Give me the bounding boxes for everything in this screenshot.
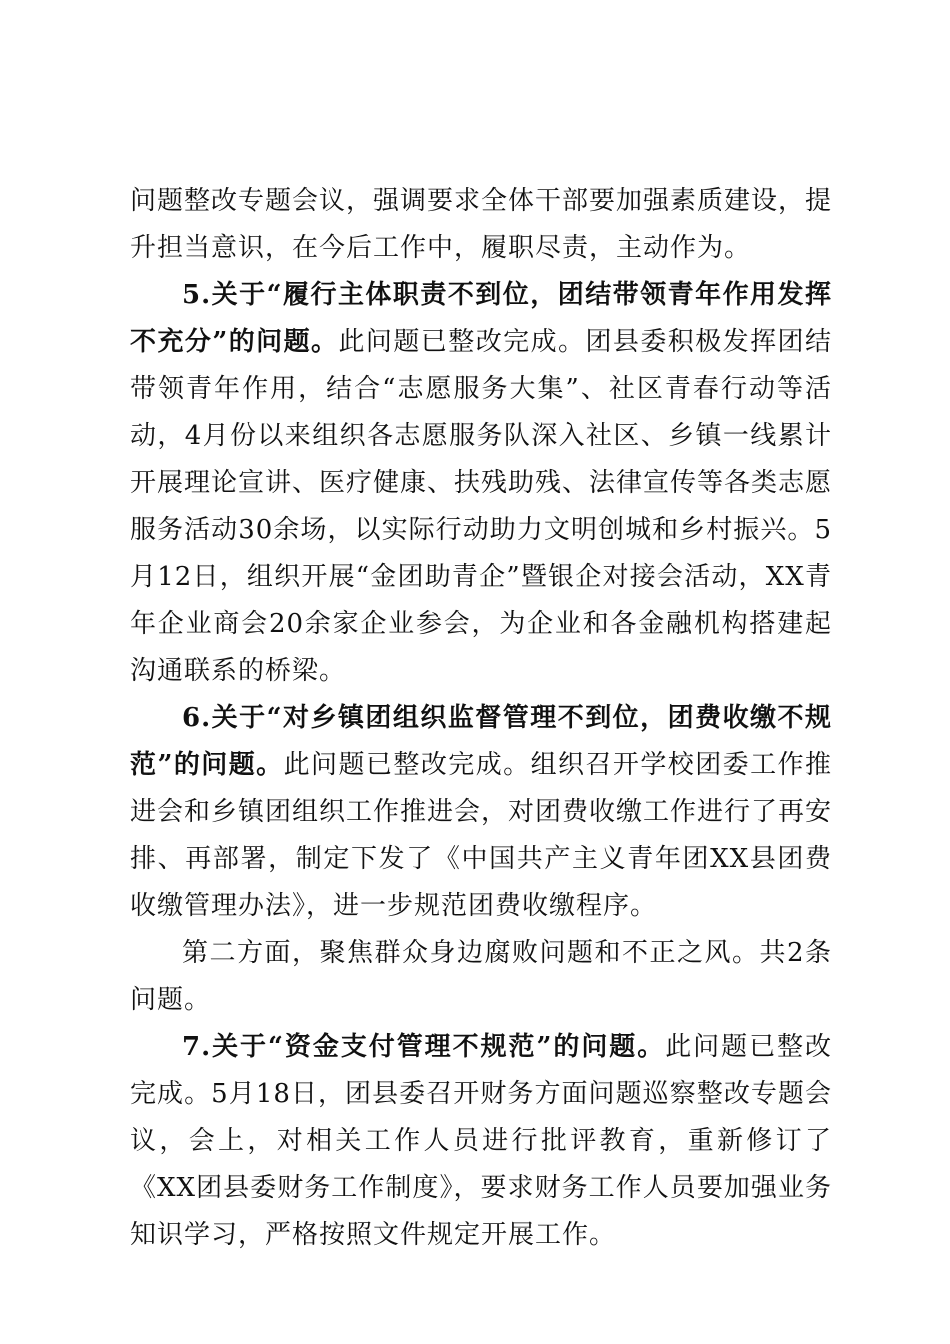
document-body: [130, 178, 832, 1259]
paragraph-heading: 5.关于“履行主体职责不到位，团结带领青年作用发挥不充分”的问题。: [130, 280, 832, 357]
paragraph-item-5: [130, 272, 832, 695]
paragraph-text: 问题整改专题会议，强调要求全体干部要加强素质建设，提升担当意识，在今后工作中，履职尽责，主动作为。: [130, 186, 833, 263]
paragraph-text: 此问题已整改完成。组织召开学校团委工作推进会和乡镇团组织工作推进会，对团费收缴工作进行了再安排、再部署，制定下发了《中国共产主义青年团XX县团费收缴管理办法》，进一步规范团费收缴程序。: [130, 750, 833, 921]
paragraph-section-two: [130, 930, 832, 1024]
paragraph-text: 第二方面，聚焦群众身边腐败问题和不正之风。共2条问题。: [130, 938, 832, 1015]
paragraph-continuation: [130, 178, 832, 272]
paragraph-text: 此问题已整改完成。团县委积极发挥团结带领青年作用，结合“志愿服务大集”、社区青春行动等活动，4月份以来组织各志愿服务队深入社区、乡镇一线累计开展理论宣讲、医疗健康、扶残助残、法律宣传等各类志愿服务活动30余场，以实际行动助力文明创城和乡村振兴。5月12日，组织开展“金团助青企”暨银企对接会活动，XX青年企业商会20余家企业参会，为企业和各金融机构搭建起沟通联系的桥梁。: [130, 327, 833, 686]
paragraph-item-7: [130, 1024, 832, 1259]
paragraph-text: 此问题已整改完成。5月18日，团县委召开财务方面问题巡察整改专题会议，会上，对相关工作人员进行批评教育，重新修订了《XX团县委财务工作制度》，要求财务工作人员要加强业务知识学习，严格按照文件规定开展工作。: [130, 1032, 832, 1250]
paragraph-heading: 6.关于“对乡镇团组织监督管理不到位，团费收缴不规范”的问题。: [130, 703, 832, 780]
paragraph-item-6: [130, 695, 832, 930]
paragraph-heading: 7.关于“资金支付管理不规范”的问题。: [182, 1032, 666, 1062]
